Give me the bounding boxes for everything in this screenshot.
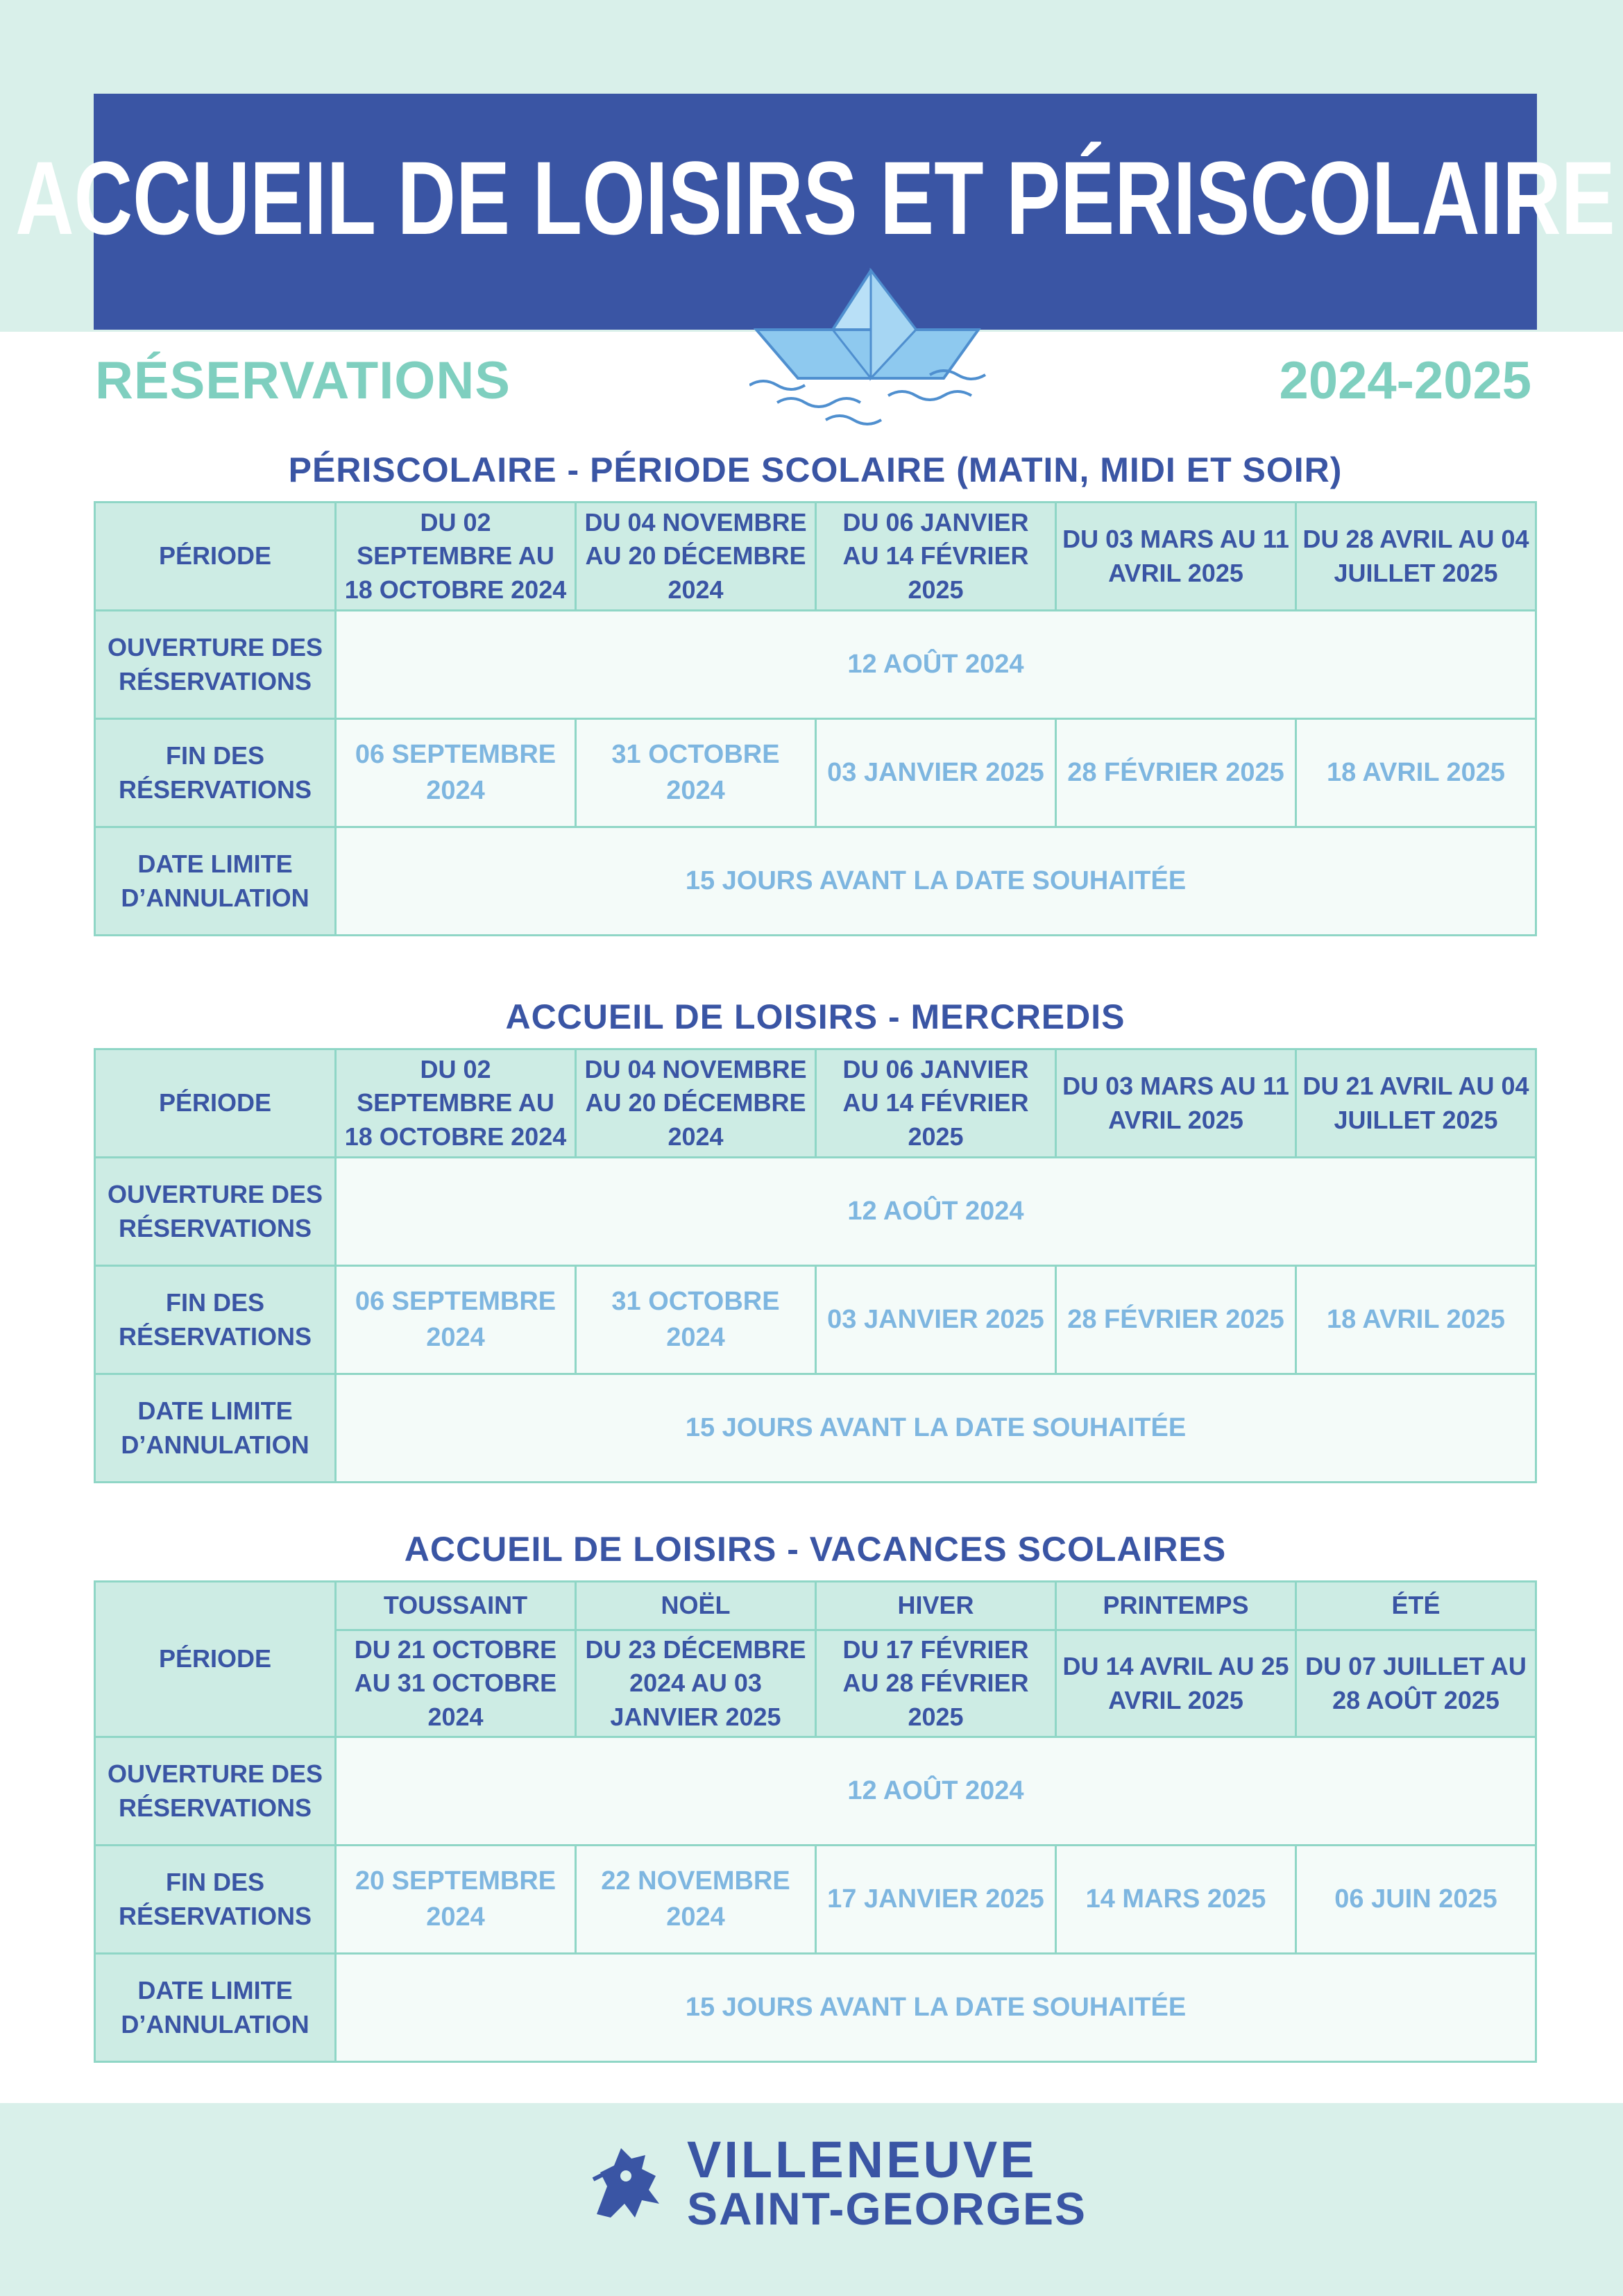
- fin-cell: 31 OCTOBRE 2024: [576, 719, 816, 827]
- fin-cell: 31 OCTOBRE 2024: [576, 1266, 816, 1374]
- period-cell: DU 23 DÉCEMBRE 2024 AU 03 JANVIER 2025: [576, 1630, 816, 1737]
- period-cell: DU 03 MARS AU 11 AVRIL 2025: [1056, 503, 1296, 611]
- row-label-fin: FIN DES RÉSERVATIONS: [95, 1266, 336, 1374]
- period-name-cell: TOUSSAINT: [336, 1582, 576, 1630]
- table-row: [95, 611, 1536, 719]
- table-vacances: [94, 1580, 1537, 2063]
- row-label-periode: PÉRIODE: [95, 1049, 336, 1158]
- row-label-fin: FIN DES RÉSERVATIONS: [95, 1846, 336, 1954]
- fin-cell: 14 MARS 2025: [1056, 1846, 1296, 1954]
- row-label-limite: DATE LIMITE D’ANNULATION: [95, 1374, 336, 1483]
- period-cell: DU 04 NOVEMBRE AU 20 DÉCEMBRE 2024: [576, 1049, 816, 1158]
- row-label-ouverture: OUVERTURE DES RÉSERVATIONS: [95, 1737, 336, 1846]
- table-row: [95, 1737, 1536, 1846]
- fin-cell: 03 JANVIER 2025: [816, 1266, 1056, 1374]
- period-name-cell: PRINTEMPS: [1056, 1582, 1296, 1630]
- period-cell: DU 14 AVRIL AU 25 AVRIL 2025: [1056, 1630, 1296, 1737]
- ouverture-value: 12 AOÛT 2024: [336, 611, 1536, 719]
- fin-cell: 06 JUIN 2025: [1296, 1846, 1536, 1954]
- fin-cell: 17 JANVIER 2025: [816, 1846, 1056, 1954]
- table-row: [95, 1582, 1536, 1630]
- fin-cell: 18 AVRIL 2025: [1296, 719, 1536, 827]
- table-row: [95, 1158, 1536, 1266]
- limite-value: 15 JOURS AVANT LA DATE SOUHAITÉE: [336, 1954, 1536, 2062]
- page-title: ACCUEIL DE LOISIRS ET PÉRISCOLAIRE: [15, 139, 1615, 256]
- period-cell: DU 17 FÉVRIER AU 28 FÉVRIER 2025: [816, 1630, 1056, 1737]
- fin-cell: 20 SEPTEMBRE 2024: [336, 1846, 576, 1954]
- ouverture-value: 12 AOÛT 2024: [336, 1158, 1536, 1266]
- fin-cell: 06 SEPTEMBRE 2024: [336, 1266, 576, 1374]
- limite-value: 15 JOURS AVANT LA DATE SOUHAITÉE: [336, 1374, 1536, 1483]
- table-mercredis: [94, 1048, 1537, 1483]
- table-row: [95, 1266, 1536, 1374]
- row-label-ouverture: OUVERTURE DES RÉSERVATIONS: [95, 611, 336, 719]
- logo-line1: VILLENEUVE: [687, 2131, 1037, 2188]
- fin-cell: 28 FÉVRIER 2025: [1056, 719, 1296, 827]
- period-cell: DU 03 MARS AU 11 AVRIL 2025: [1056, 1049, 1296, 1158]
- fin-cell: 06 SEPTEMBRE 2024: [336, 719, 576, 827]
- period-cell: DU 21 OCTOBRE AU 31 OCTOBRE 2024: [336, 1630, 576, 1737]
- ouverture-value: 12 AOÛT 2024: [336, 1737, 1536, 1846]
- table-row: [95, 827, 1536, 936]
- row-label-fin: FIN DES RÉSERVATIONS: [95, 719, 336, 827]
- table-row: [95, 719, 1536, 827]
- fin-cell: 28 FÉVRIER 2025: [1056, 1266, 1296, 1374]
- table-row: [95, 503, 1536, 611]
- period-cell: DU 06 JANVIER AU 14 FÉVRIER 2025: [816, 1049, 1056, 1158]
- row-label-limite: DATE LIMITE D’ANNULATION: [95, 1954, 336, 2062]
- table-row: [95, 1049, 1536, 1158]
- period-cell: DU 21 AVRIL AU 04 JUILLET 2025: [1296, 1049, 1536, 1158]
- period-name-cell: ÉTÉ: [1296, 1582, 1536, 1630]
- period-name-cell: NOËL: [576, 1582, 816, 1630]
- fin-cell: 18 AVRIL 2025: [1296, 1266, 1536, 1374]
- period-cell: DU 28 AVRIL AU 04 JUILLET 2025: [1296, 503, 1536, 611]
- table2-title: ACCUEIL DE LOISIRS - MERCREDIS: [505, 997, 1125, 1036]
- table-row: [95, 1374, 1536, 1483]
- period-cell: DU 02 SEPTEMBRE AU 18 OCTOBRE 2024: [336, 1049, 576, 1158]
- row-label-periode: PÉRIODE: [95, 503, 336, 611]
- period-cell: DU 02 SEPTEMBRE AU 18 OCTOBRE 2024: [336, 503, 576, 611]
- period-name-cell: HIVER: [816, 1582, 1056, 1630]
- limite-value: 15 JOURS AVANT LA DATE SOUHAITÉE: [336, 827, 1536, 936]
- row-label-limite: DATE LIMITE D’ANNULATION: [95, 827, 336, 936]
- table1-title: PÉRISCOLAIRE - PÉRIODE SCOLAIRE (MATIN, MIDI ET SOIR): [288, 450, 1343, 489]
- saint-george-dragon-icon: [583, 2138, 673, 2228]
- period-cell: DU 04 NOVEMBRE AU 20 DÉCEMBRE 2024: [576, 503, 816, 611]
- subtitle-reservations: RÉSERVATIONS: [95, 351, 511, 410]
- table-row: [95, 1846, 1536, 1954]
- table-periscolaire: [94, 501, 1537, 936]
- row-label-ouverture: OUVERTURE DES RÉSERVATIONS: [95, 1158, 336, 1266]
- row-label-periode: PÉRIODE: [95, 1582, 336, 1737]
- city-logo: [583, 2131, 1087, 2234]
- period-cell: DU 06 JANVIER AU 14 FÉVRIER 2025: [816, 503, 1056, 611]
- paper-boat-icon: [749, 264, 992, 430]
- period-cell: DU 07 JUILLET AU 28 AOÛT 2025: [1296, 1630, 1536, 1737]
- fin-cell: 03 JANVIER 2025: [816, 719, 1056, 827]
- table3-title: ACCUEIL DE LOISIRS - VACANCES SCOLAIRES: [404, 1530, 1227, 1569]
- fin-cell: 22 NOVEMBRE 2024: [576, 1846, 816, 1954]
- subtitle-year: 2024-2025: [1279, 351, 1531, 410]
- table-row: [95, 1954, 1536, 2062]
- logo-line2: SAINT-GEORGES: [687, 2183, 1087, 2234]
